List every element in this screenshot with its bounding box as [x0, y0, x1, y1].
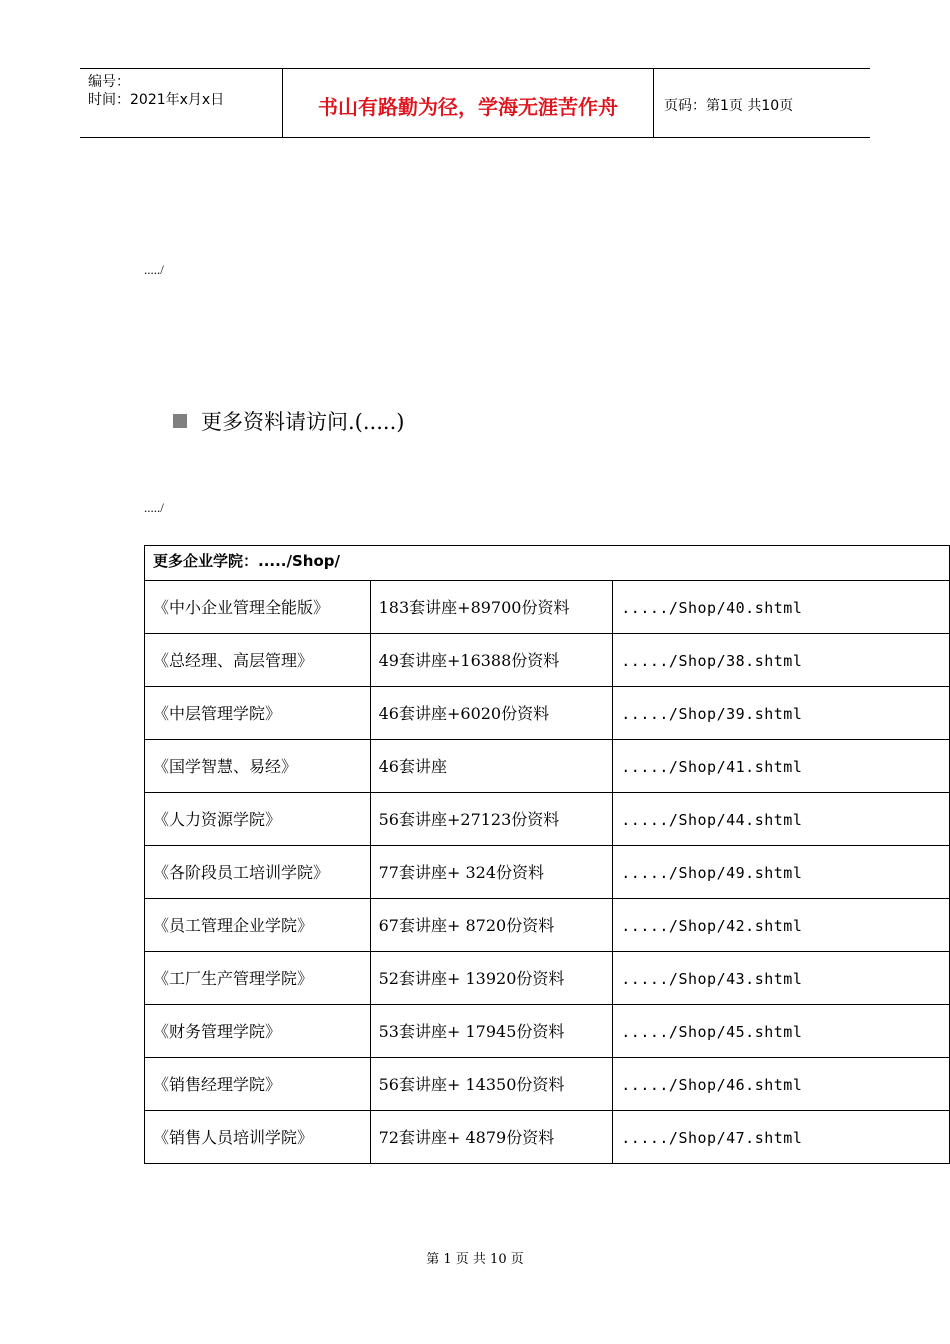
table-row — [145, 793, 950, 846]
academy-name-cell: 《销售人员培训学院》 — [145, 1111, 371, 1164]
academy-name-cell: 《国学智慧、易经》 — [145, 740, 371, 793]
table-row — [145, 687, 950, 740]
academy-desc-cell: 72套讲座+ 4879份资料 — [370, 1111, 613, 1164]
table-row — [145, 1111, 950, 1164]
table-row — [145, 740, 950, 793]
table-row — [145, 846, 950, 899]
square-bullet-icon — [173, 414, 187, 428]
academy-name-cell: 《中层管理学院》 — [145, 687, 371, 740]
header-page-info: 页码：第1页 共10页 — [664, 98, 794, 114]
academy-desc-cell: 53套讲座+ 17945份资料 — [370, 1005, 613, 1058]
table-header-cell[interactable]: 更多企业学院：...../Shop/ — [145, 546, 950, 581]
doc-time-label: 时间：2021年x月x日 — [88, 92, 225, 108]
table-row — [145, 899, 950, 952]
academy-desc-cell: 77套讲座+ 324份资料 — [370, 846, 613, 899]
doc-number-label: 编号： — [88, 74, 130, 90]
academy-link-cell[interactable]: ...../Shop/44.shtml — [613, 793, 950, 846]
academy-desc-cell: 46套讲座+6020份资料 — [370, 687, 613, 740]
more-info-line — [173, 406, 404, 436]
academy-name-cell: 《总经理、高层管理》 — [145, 634, 371, 687]
url-mid[interactable]: ...../ — [144, 500, 164, 515]
academy-name-cell: 《人力资源学院》 — [145, 793, 371, 846]
more-info-text[interactable]: 更多资料请访问.(.....) — [201, 410, 405, 434]
academy-name-cell: 《员工管理企业学院》 — [145, 899, 371, 952]
academy-link-cell[interactable]: ...../Shop/47.shtml — [613, 1111, 950, 1164]
academy-name-cell: 《中小企业管理全能版》 — [145, 581, 371, 634]
academy-name-cell: 《工厂生产管理学院》 — [145, 952, 371, 1005]
academy-link-cell[interactable]: ...../Shop/38.shtml — [613, 634, 950, 687]
academy-link-cell[interactable]: ...../Shop/46.shtml — [613, 1058, 950, 1111]
table-row — [145, 1058, 950, 1111]
academy-link-cell[interactable]: ...../Shop/42.shtml — [613, 899, 950, 952]
url-top[interactable]: ...../ — [144, 262, 164, 277]
academy-desc-cell: 52套讲座+ 13920份资料 — [370, 952, 613, 1005]
table-header-row — [145, 546, 950, 581]
academy-desc-cell: 46套讲座 — [370, 740, 613, 793]
academy-desc-cell: 56套讲座+27123份资料 — [370, 793, 613, 846]
academy-name-cell: 《各阶段员工培训学院》 — [145, 846, 371, 899]
header-meta — [80, 69, 282, 137]
page-footer: 第 1 页 共 10 页 — [426, 1252, 524, 1267]
academy-link-cell[interactable]: ...../Shop/40.shtml — [613, 581, 950, 634]
academy-link-cell[interactable]: ...../Shop/43.shtml — [613, 952, 950, 1005]
academy-link-cell[interactable]: ...../Shop/41.shtml — [613, 740, 950, 793]
academy-link-cell[interactable]: ...../Shop/45.shtml — [613, 1005, 950, 1058]
table-row — [145, 1005, 950, 1058]
table-row — [145, 581, 950, 634]
academy-desc-cell: 49套讲座+16388份资料 — [370, 634, 613, 687]
table-row — [145, 952, 950, 1005]
academy-desc-cell: 183套讲座+89700份资料 — [370, 581, 613, 634]
academy-desc-cell: 67套讲座+ 8720份资料 — [370, 899, 613, 952]
academy-desc-cell: 56套讲座+ 14350份资料 — [370, 1058, 613, 1111]
page-header — [80, 68, 870, 138]
academy-link-cell[interactable]: ...../Shop/39.shtml — [613, 687, 950, 740]
header-motto: 书山有路勤为径，学海无涯苦作舟 — [282, 69, 654, 137]
table-row — [145, 634, 950, 687]
academy-name-cell: 《财务管理学院》 — [145, 1005, 371, 1058]
academy-table — [144, 545, 950, 1164]
academy-name-cell: 《销售经理学院》 — [145, 1058, 371, 1111]
academy-link-cell[interactable]: ...../Shop/49.shtml — [613, 846, 950, 899]
